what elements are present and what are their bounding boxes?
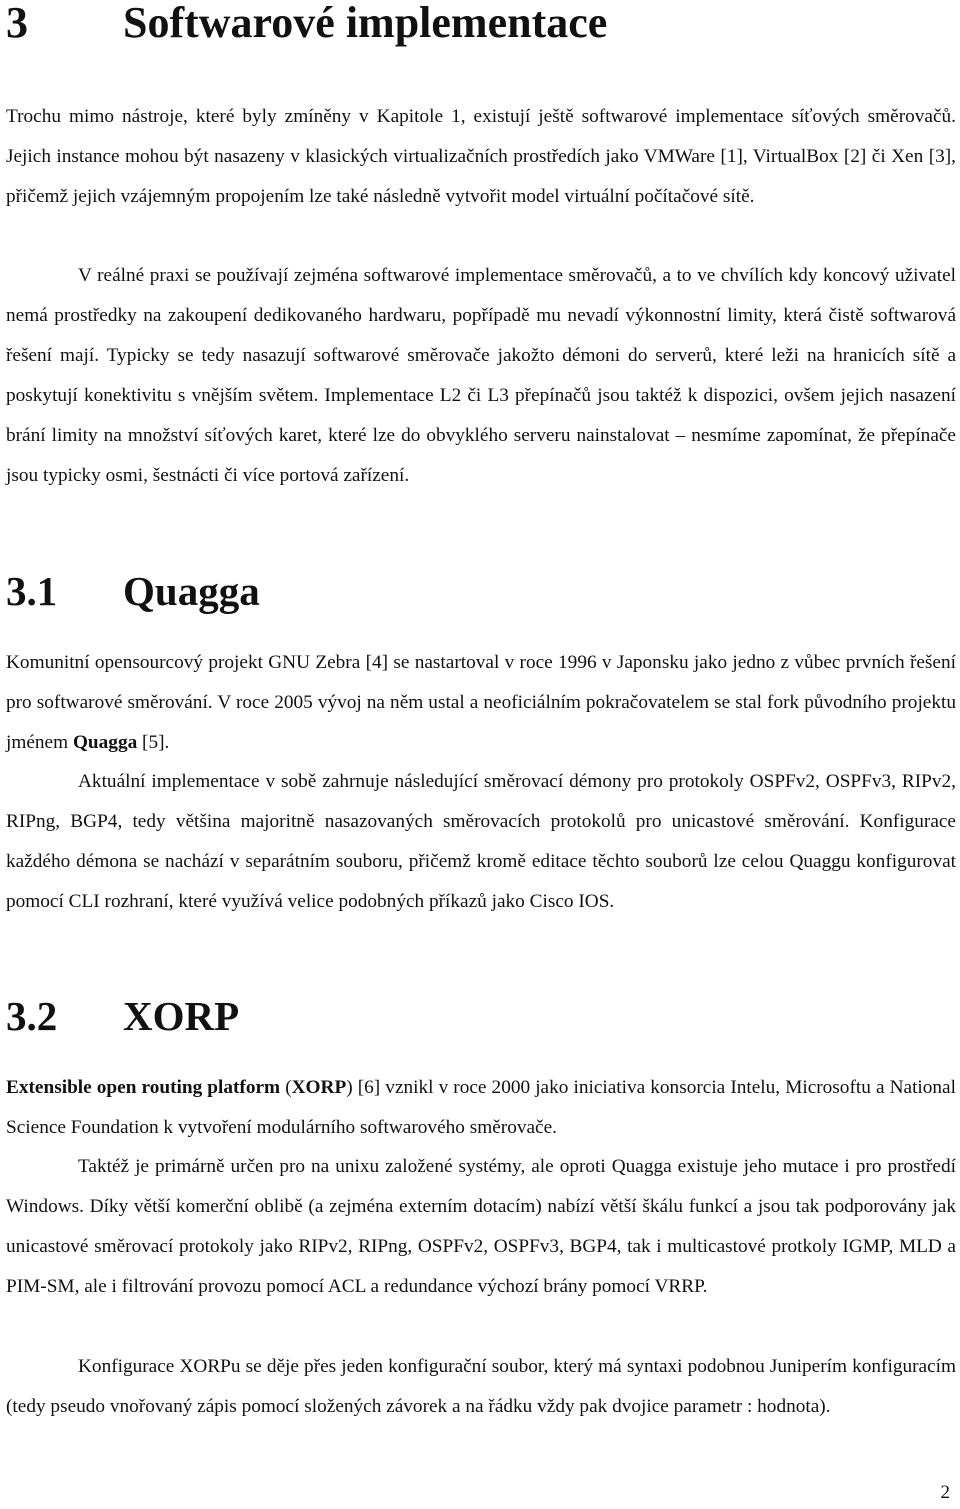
chapter-heading	[6, 0, 607, 48]
xorp-paragraph-1	[6, 1068, 956, 1148]
quagga-citation: [5].	[137, 731, 170, 753]
chapter-title: Softwarové implementace	[123, 0, 608, 47]
chapter-paragraph-2: V reálné praxi se používají zejména softwarové implementace směrovačů, a to ve chvílích kdy koncový uživatel nemá prostředky na zakoupení dedikovaného hardwaru, popřípadě mu nevadí výkonnostní limity, která čistě softwarová řešení mají. Typicky se tedy nasazují softwarové směrovače jakožto démoni do serverů, které leži na hranicích sítě a poskytují konektivitu s vnějším světem. Implementace L2 či L3 přepínačů jsou taktéž k dispozici, ovšem jejich nasazení brání limity na množství síťových karet, které lze do obvyklého serveru nainstalovat – nesmíme zapomínat, že přepínače jsou typicky osmi, šestnácti či více portová zařízení.	[6, 265, 956, 486]
xorp-text: ) [6] vznikl v roce 2000 jako iniciativa konsorcia Intelu, Microsoftu a National Science Foundation k vytvoření modulárního softwarového směrovače.	[6, 1077, 956, 1138]
section-heading-quagga	[6, 567, 260, 615]
xorp-paragraph-3: Konfigurace XORPu se děje přes jeden konfigurační soubor, který má syntaxi podobnou Juniperím konfiguracím (tedy pseudo vnořovaný zápis pomocí složených závorek a na řádku vždy pak dvojice parametr : hodnota).	[6, 1356, 956, 1417]
page-number: 2	[940, 1482, 950, 1503]
section-title: Quagga	[123, 568, 260, 614]
quagga-paragraph-2: Aktuální implementace v sobě zahrnuje následující směrovací démony pro protokoly OSPFv2, OSPFv3, RIPv2, RIPng, BGP4, tedy většina majoritně nasazovaných směrovacích protokolů pro unicastové směrování. Konfigurace každého démona se nachází v separátním souboru, přičemž kromě editace těchto souborů lze celou Quaggu konfigurovat pomocí CLI rozhraní, které využívá velice podobných příkazů jako Cisco IOS.	[6, 771, 956, 912]
quagga-bold-name: Quagga	[72, 731, 138, 753]
section-heading-xorp	[6, 992, 239, 1040]
xorp-paragraph-2: Taktéž je primárně určen pro na unixu založené systémy, ale oproti Quagga existuje jeho mutace i pro prostředí Windows. Díky větší komerční oblibě (a zejména externím dotacím) nabízí větší škálu funkcí a jsou tak podporovány jak unicastové směrovací protokoly jako RIPv2, RIPng, OSPFv2, OSPFv3, BGP4, tak i multicastové protkoly IGMP, MLD a PIM-SM, ale i filtrování provozu pomocí ACL a redundance výchozí brány pomocí VRRP.	[6, 1156, 956, 1297]
section-number: 3.1	[6, 568, 58, 614]
chapter-paragraph-1: Trochu mimo nástroje, které byly zmíněny v Kapitole 1, existují ještě softwarové implementace síťových směrovačů. Jejich instance mohou být nasazeny v klasických virtualizačních prostředích jako VMWare [1], VirtualBox [2] či Xen [3], přičemž jejich vzájemným propojením lze také následně vytvořit model virtuální počítačové sítě.	[6, 106, 956, 207]
section-title: XORP	[123, 993, 240, 1039]
xorp-acronym: XORP	[291, 1077, 347, 1098]
quagga-paragraph-1	[6, 643, 956, 763]
quagga-text: Komunitní opensourcový projekt GNU Zebra [4] se nastartoval v roce 1996 v Japonsku jako jedno z vůbec prvních řešení pro softwarové směrování. V roce 2005 vývoj na něm ustal a neoficiálním pokračovatelem se stal fork původního projektu jménem	[6, 652, 956, 753]
section-number: 3.2	[6, 993, 58, 1039]
chapter-number: 3	[6, 0, 28, 47]
xorp-full-name: Extensible open routing platform	[6, 1077, 281, 1098]
xorp-paren: (	[280, 1077, 292, 1098]
